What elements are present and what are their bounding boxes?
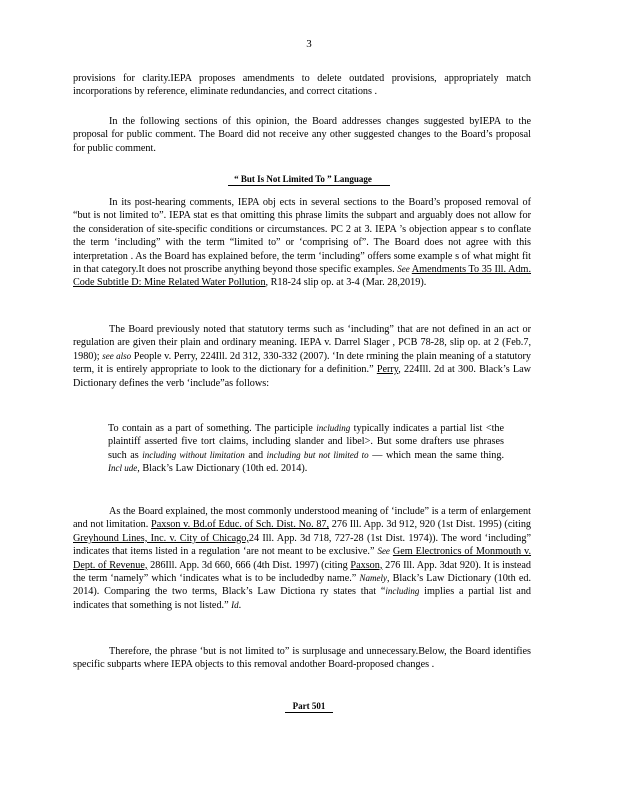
citation-perry: Perry <box>376 364 399 376</box>
paragraph-intro: provisions for clarity.IEPA proposes amendments to delete outdated provisions, appropriately match incorporations by reference, eliminate redundancies, and correct citations . <box>73 73 531 98</box>
section-heading: “ But Is Not Limited To ” Language <box>0 173 618 186</box>
citation-gem: Gem Electronics of Monmouth v. Dept. of Revenue, <box>73 546 532 571</box>
paragraph-statutory-terms: The Board previously noted that statutory terms such as ‘including” that are not defined in an act or regulation are given their plain and ordinary meaning. IEPA v. Darrel Slager , PCB 78-28, slip op. at 2 (Feb.7, 1980); see also People v. Perry, 224Ill. 2d 312, 330-332 (2007). ‘In dete rmining the plain meaning of a statutory term, it is entirely appropriate to look to the dictionary for a definition.” Perry, 224Ill. 2d at 300. Black’s Law Dictionary defines the verb ‘include”as follows: <box>73 324 532 389</box>
subsection-heading: Part 501 <box>0 700 618 713</box>
citation-paxson-short: Paxson, <box>350 559 383 571</box>
paragraph-therefore: Therefore, the phrase ‘but is not limited to” is surplusage and unnecessary.Below, the Board identifies specific subparts where IEPA objects to this removal andother Board-proposed changes . <box>73 646 531 671</box>
paragraph-board-addresses: In the following sections of this opinion, the Board addresses changes suggested byIEPA to the proposal for public comment. The Board did not receive any other suggested changes to the Board’s proposal for public comment. <box>73 116 531 154</box>
citation-amendments: Amendments To 35 Ill. Adm. Code Subtitle D: Mine Related Water Pollution <box>73 264 532 289</box>
paragraph-include-meaning: As the Board explained, the most commonly understood meaning of ‘include” is a term of enlargement and not limitation. Paxson v. Bd.of Educ. of Sch. Dist. No. 87, 276 Ill. App. 3d 912, 920 (1st Dist. 1995) (citing Greyhound Lines, Inc. v. City of Chicago,24 Ill. App. 3d 718, 727-28 (1st Dist. 1974)). The word ‘including” indicates that items listed in a regulation ‘are not meant to be exclusive.” See Gem Electronics of Monmouth v. Dept. of Revenue, 286Ill. App. 3d 660, 666 (4th Dist. 1997) (citing Paxson, 276 Ill. App. 3dat 920). It is instead the term ‘namely” which ‘indicates what is to be includedby name.” Namely, Black’s Law Dictionary (10th ed. 2014). Comparing the two terms, Black’s Law Dictiona ry states that “including implies a partial list and indicates that something is not listed.” Id. <box>73 506 532 611</box>
see-signal: See <box>397 264 410 275</box>
block-quote-dictionary: To contain as a part of something. The participle including typically indicates a partial list <the plaintiff asserted five tort claims, including slander and libel>. But some drafters use phrases such as including without limitation and including but not limited to — which mean the same thing. Incl ude, Black’s Law Dictionary (10th ed. 2014). <box>108 423 505 475</box>
see-also-signal: see also <box>102 350 132 361</box>
paragraph-iepa-objection: In its post-hearing comments, IEPA obj ects in several sections to the Board’s proposed removal of “but is not limited to”. IEPA stat es that omitting this phrase limits the subpart and arguably does not allow for the consideration of site-specific conditions or circumstances. PC 2 at 3. IEPA ’s objection appear s to conflate the term ‘including” with the term “limited to” or ‘comprising of”. The Board does not agree with this interpretation . As the Board has explained before, the term ‘including” offers some example s of what might fit in that category.It does not proscribe anything beyond those specific examples. See Amendments To 35 Ill. Adm. Code Subtitle D: Mine Related Water Pollution, R18-24 slip op. at 3-4 (Mar. 28,2019). <box>73 197 532 289</box>
page-number: 3 <box>306 38 312 50</box>
citation-paxson: Paxson v. Bd.of Educ. of Sch. Dist. No. 87, <box>151 519 330 531</box>
citation-greyhound: Greyhound Lines, Inc. v. City of Chicago, <box>73 532 249 544</box>
